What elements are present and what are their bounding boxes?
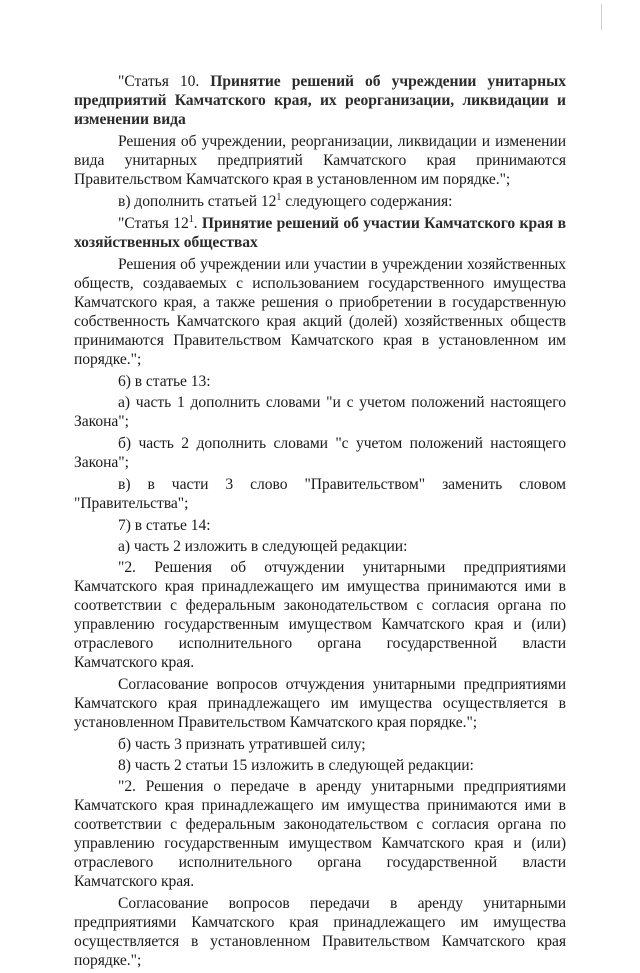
paragraph-item-7: 7) в статье 14:: [118, 517, 211, 534]
paragraph-article-14-part-2: "2. Решения об отчуждении унитарными предприятиями Камчатского края принадлежащего им имущества принимаются ими в соответствии с федеральным законодательством с согласия органа по управлению государственным имуществом Камчатского края и (или) отраслевого исполнительного органа государственной власти Камчатского края.: [74, 559, 566, 671]
superscript-1: 1: [276, 192, 282, 203]
article-12-1-superscript: 1: [188, 214, 194, 225]
add-article-text-before: в) дополнить статьей 12: [118, 193, 277, 210]
paragraph-item-6b: б) часть 2 дополнить словами "с учетом положений настоящего Закона";: [74, 435, 566, 471]
paragraph-item-7a: а) часть 2 изложить в следующей редакции:: [118, 538, 408, 555]
article-10-title: Принятие решений об учреждении унитарных предприятий Камчатского края, их реорганизации, ликвидации и изменении вида: [74, 73, 566, 128]
paragraph-article-15-part-2: "2. Решения о передаче в аренду унитарными предприятиями Камчатского края принадлежащего им имущества принимаются ими в соответствии с федеральным законодательством с согласия органа по управлению государственным имуществом Камчатского края и (или) отраслевого исполнительного органа государственной власти Камчатского края.: [74, 778, 566, 890]
scan-mark: [601, 4, 602, 30]
paragraph-item-6a: а) часть 1 дополнить словами "и с учетом положений настоящего Закона";: [74, 394, 566, 430]
paragraph-article-14-agreement: Согласование вопросов отчуждения унитарными предприятиями Камчатского края принадлежащего им имущества осуществляется в установленном Правительством Камчатского края порядке.";: [74, 676, 566, 731]
paragraph-item-6v: в) в части 3 слово "Правительством" заменить словом "Правительства";: [74, 476, 566, 512]
article-12-1-dot: .: [193, 215, 202, 232]
paragraph-article-10-text: Решения об учреждении, реорганизации, ликвидации и изменении вида унитарных предприятий Камчатского края принимаются Правительством Камчатского края в установленном им порядке.";: [74, 133, 566, 188]
paragraph-item-6: 6) в статье 13:: [118, 373, 211, 390]
paragraph-item-8: 8) часть 2 статьи 15 изложить в следующей редакции:: [118, 757, 474, 774]
paragraph-article-12-1-text: Решения об учреждении или участии в учреждении хозяйственных обществ, создаваемых с использованием государственного имущества Камчатского края, а также решения о приобретении в государственную собственность Камчатского края акций (долей) хозяйственных обществ принимаются Правительством Камчатского края в установленном им порядке.";: [74, 256, 566, 368]
article-12-1-label: "Статья 12: [118, 215, 189, 232]
article-12-1-heading: [74, 214, 566, 252]
paragraph-add-article-12-1: [74, 192, 566, 211]
article-12-1-title: Принятие решений об участии Камчатского края в хозяйственных обществах: [74, 215, 566, 251]
add-article-text-after: следующего содержания:: [281, 193, 453, 210]
article-10-heading: [74, 72, 566, 129]
paragraph-article-15-agreement: Согласование вопросов передачи в аренду унитарными предприятиями Камчатского края принадлежащего им имущества осуществляется в установленном Правительством Камчатского края порядке.";: [74, 895, 566, 969]
document-body: [74, 72, 566, 973]
paragraph-item-7b: б) часть 3 признать утратившей силу;: [118, 736, 366, 753]
article-10-label: "Статья 10.: [118, 73, 211, 90]
